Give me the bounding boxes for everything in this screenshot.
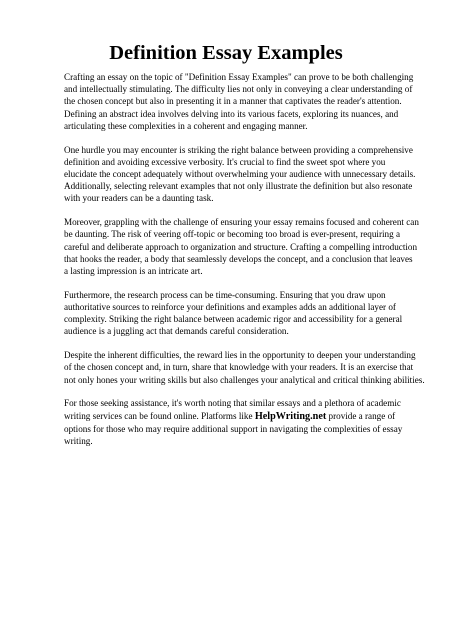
paragraph-line: One hurdle you may encounter is striking the right balance between providing a comprehensive [64,144,413,155]
paragraph-line: Defining an abstract idea involves delving into its various facets, exploring its nuances, and [64,108,399,119]
paragraph-line: articulating these complexities in a coherent and engaging manner. [64,120,308,131]
paragraph-line: definition and avoiding excessive verbosity. It's crucial to find the sweet spot where you [64,156,386,167]
paragraph-3 [64,216,419,277]
paragraph-line: audience is a juggling act that demands careful consideration. [64,326,289,337]
paragraph-2 [64,144,416,205]
paragraph-4 [64,289,403,338]
paragraph-line: a lasting impression is an intricate art. [64,266,203,277]
paragraph-line: of the chosen concept and, in turn, share that knowledge with your readers. It is an exercise that [64,362,414,373]
paragraph-line: and intellectually stimulating. The difficulty lies not only in conveying a clear understanding of [64,84,413,95]
paragraph-line: Additionally, selecting relevant examples that not only illustrate the definition but also resonate [64,181,413,192]
text-before-brand: writing services can be found online. Platforms like [64,410,255,421]
paragraph-5 [64,349,425,386]
paragraph-line-with-brand [64,410,397,423]
paragraph-line: For those seeking assistance, it's worth noting that similar essays and a plethora of academic [64,398,401,409]
paragraph-line: with your readers can be a daunting task. [64,193,214,204]
paragraph-line: Despite the inherent difficulties, the reward lies in the opportunity to deepen your understanding [64,350,416,361]
paragraph-line: writing. [64,436,93,447]
paragraph-line: authoritative sources to reinforce your definitions and examples adds an additional layer of [64,302,396,313]
paragraph-line: elucidate the concept adequately without overwhelming your audience with unnecessary details. [64,169,416,180]
paragraph-line: Furthermore, the research process can be time-consuming. Ensuring that you draw upon [64,289,386,300]
paragraph-1 [64,71,414,132]
brand-name: HelpWriting.net [254,410,327,422]
page-title: Definition Essay Examples [109,42,343,64]
paragraph-line: careful and deliberate approach to organization and structure. Crafting a compelling introduction [64,241,418,252]
paragraph-line: the chosen concept but also in presenting it in a manner that captivates the reader's attention. [64,96,402,107]
paragraph-6 [64,397,403,447]
paragraph-line: Moreover, grappling with the challenge of ensuring your essay remains focused and coherent can [64,217,419,228]
document-body [64,71,425,459]
text-after-brand: provide a range of [326,410,396,421]
paragraph-line: be daunting. The risk of veering off-topic or becoming too broad is ever-present, requiring a [64,229,400,240]
paragraph-line: options for those who may require additional support in navigating the complexities of essay [64,423,403,434]
paragraph-line: that hooks the reader, a body that seamlessly develops the concept, and a conclusion that leaves [64,253,413,264]
paragraph-line: not only hones your writing skills but also challenges your analytical and critical thinking abilities. [64,374,425,385]
paragraph-line: complexity. Striking the right balance between academic rigor and accessibility for a general [64,314,403,325]
paragraph-line: Crafting an essay on the topic of "Definition Essay Examples" can prove to be both challenging [64,72,414,82]
